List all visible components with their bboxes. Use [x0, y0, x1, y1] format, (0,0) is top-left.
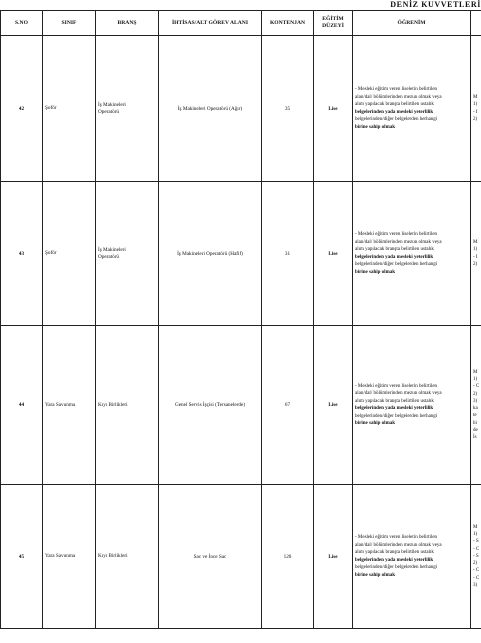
- extra-line: M: [473, 524, 478, 530]
- col-header-egitim-line2: DÜZEYİ: [322, 23, 344, 29]
- extra-line: İs: [473, 435, 477, 440]
- ogrenim-line4: belgelerinden yada mesleki yeterlilik: [355, 254, 434, 260]
- extra-line: - C: [473, 384, 480, 390]
- row-kontenjan: 31: [262, 182, 314, 326]
- row-kontenjan: 120: [262, 485, 314, 629]
- ogrenim-line1: - Mesleki eğitim veren liselerin belirtilen: [355, 87, 438, 92]
- extra-line: - S: [473, 553, 479, 559]
- extra-line: 1): [473, 377, 478, 382]
- row-brans: [96, 182, 159, 326]
- row-sno: 42: [1, 36, 43, 182]
- row-sinif: Yara Savunma: [43, 326, 96, 485]
- extra-line: te: [473, 413, 477, 419]
- extra-line: 1): [473, 532, 478, 538]
- extra-line: 2): [473, 391, 478, 397]
- table-row: [1, 182, 481, 326]
- ogrenim-line3: alım yapılacak branşta belirtilen ustalık: [355, 102, 434, 107]
- table-row: [1, 326, 481, 485]
- row-kontenjan: 35: [262, 36, 314, 182]
- ogrenim-line4: belgelerinden yada mesleki yeterlilik: [355, 109, 434, 115]
- row-egitim: Lise: [314, 485, 353, 629]
- page-header-title: DENİZ KUVVETLERİ: [390, 0, 481, 9]
- extra-line: 3): [473, 582, 478, 588]
- ogrenim-line1: - Mesleki eğitim veren liselerin belirtilen: [355, 535, 438, 540]
- ogrenim-line4: belgelerinden yada mesleki yeterlilik: [355, 557, 434, 563]
- row-brans-line1: Kıyı Birlikleri: [98, 553, 128, 560]
- extra-line: 2): [473, 561, 478, 567]
- row-sinif: Şoför: [43, 182, 96, 326]
- extra-line: M: [473, 95, 478, 100]
- row-extra: [471, 485, 481, 629]
- row-ogrenim: [353, 326, 471, 485]
- extra-line: M: [473, 369, 478, 375]
- row-sno: 45: [1, 485, 43, 629]
- table-row: [1, 36, 481, 182]
- ogrenim-line5: belgelerinden/diğer belgelerden herhangi: [355, 565, 438, 570]
- table-row: [1, 485, 481, 629]
- extra-line: - I: [473, 254, 478, 260]
- col-header-sno: S.NO: [1, 11, 43, 36]
- row-sinif: Yara Savunma: [43, 485, 96, 629]
- ogrenim-line6: birine sahip olmak: [355, 421, 396, 426]
- extra-line: M: [473, 240, 478, 245]
- ogrenim-line5: belgelerinden/diğer belgelerden herhangi: [355, 413, 438, 419]
- row-brans-line1: Kıyı Birlikleri: [98, 401, 128, 408]
- row-egitim: Lise: [314, 182, 353, 326]
- ogrenim-line3: alım yapılacak branşta belirtilen ustalık: [355, 550, 434, 555]
- ogrenim-line1: - Mesleki eğitim veren liselerin belirtilen: [355, 383, 438, 389]
- row-extra: [471, 326, 481, 485]
- col-header-ihtisas: İHTİSAS/ALT GÖREV ALANI: [159, 11, 262, 36]
- row-sinif: Şoför: [43, 36, 96, 182]
- col-header-ogrenim: ÖĞRENİM: [353, 11, 471, 36]
- col-header-egitim-line1: EĞİTİM: [322, 16, 344, 23]
- ogrenim-line4: belgelerinden yada mesleki yeterlilik: [355, 406, 434, 411]
- ogrenim-line5: belgelerinden/diğer belgelerden herhangi: [355, 117, 438, 122]
- ogrenim-line6: birine sahip olmak: [355, 124, 396, 130]
- extra-line: 2): [473, 116, 478, 122]
- col-header-sinif: SINIF: [43, 11, 96, 36]
- extra-line: bi: [473, 420, 477, 426]
- row-brans-line2: Operatörü: [98, 253, 120, 260]
- row-brans-line1: İş Makineleri: [98, 101, 126, 108]
- extra-line: - I: [473, 109, 478, 115]
- col-header-kontenjan: KONTENJAN: [262, 11, 314, 36]
- extra-line: - C: [473, 568, 480, 574]
- ogrenim-line6: birine sahip olmak: [355, 572, 396, 578]
- row-kontenjan: 67: [262, 326, 314, 485]
- table-header-row: [1, 11, 481, 36]
- extra-line: - S: [473, 539, 479, 545]
- row-sno: 44: [1, 326, 43, 485]
- extra-line: 1): [473, 102, 478, 108]
- row-ihtisas: İş Makineleri Operatörü (Ağır): [159, 36, 262, 182]
- row-ogrenim: [353, 182, 471, 326]
- ogrenim-line2: alan/dal/ bölümlerinden mezun olmak veya: [355, 94, 442, 100]
- extra-line: 3): [473, 398, 478, 404]
- ogrenim-line2: alan/dal/ bölümlerinden mezun olmak veya: [355, 542, 442, 548]
- extra-line: ka: [473, 406, 478, 411]
- extra-line: - C: [473, 546, 480, 552]
- row-ihtisas: Sac ve İnce Sac: [159, 485, 262, 629]
- ogrenim-line2: alan/dal/ bölümlerinden mezun olmak veya: [355, 391, 442, 396]
- row-ogrenim: [353, 485, 471, 629]
- row-brans: [96, 36, 159, 182]
- ogrenim-line5: belgelerinden/diğer belgelerden herhangi: [355, 262, 438, 267]
- ogrenim-line2: alan/dal/ bölümlerinden mezun olmak veya: [355, 239, 442, 245]
- ogrenim-line3: alım yapılacak branşta belirtilen ustalık: [355, 247, 434, 252]
- ogrenim-line3: alım yapılacak branşta belirtilen ustalık: [355, 398, 434, 404]
- extra-line: 1): [473, 247, 478, 253]
- row-brans: [96, 485, 159, 629]
- col-header-extra: [471, 11, 481, 36]
- row-egitim: Lise: [314, 36, 353, 182]
- col-header-egitim: [314, 11, 353, 36]
- ogrenim-line1: - Mesleki eğitim veren liselerin belirtilen: [355, 232, 438, 237]
- row-egitim: Lise: [314, 326, 353, 485]
- row-ihtisas: Genel Servis İşçisi (Tersanelerde): [159, 326, 262, 485]
- row-extra: [471, 182, 481, 326]
- extra-line: - C: [473, 575, 480, 581]
- ogrenim-line6: birine sahip olmak: [355, 269, 396, 275]
- recruitment-table: [0, 10, 481, 629]
- row-brans-line1: İş Makineleri: [98, 246, 126, 253]
- extra-line: 2): [473, 261, 478, 267]
- row-sno: 43: [1, 182, 43, 326]
- row-ogrenim: [353, 36, 471, 182]
- extra-line: de: [473, 427, 478, 433]
- row-brans: [96, 326, 159, 485]
- col-header-brans: BRANŞ: [96, 11, 159, 36]
- row-ihtisas: İş Makineleri Operatörü (Hafif): [159, 182, 262, 326]
- row-extra: [471, 36, 481, 182]
- row-brans-line2: Operatörü: [98, 108, 120, 115]
